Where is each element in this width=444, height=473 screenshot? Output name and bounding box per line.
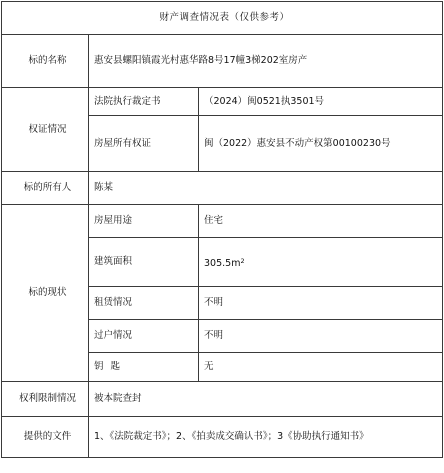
owner-label: 标的所有人 (2, 172, 89, 205)
documents-value: 1、《法院裁定书》；2、《拍卖成交确认书》；3《协助执行通知书》 (89, 417, 443, 458)
restrictions-value: 被本院查封 (89, 382, 443, 417)
keys-value: 无 (199, 353, 443, 382)
subject-name-label: 标的名称 (2, 35, 89, 88)
floor-area-value (199, 238, 443, 287)
lease-label: 租赁情况 (89, 287, 199, 320)
property-survey-sheet (1, 1, 443, 471)
ownership-label: 权证情况 (2, 88, 89, 172)
status-label: 标的现状 (2, 205, 89, 382)
usage-row (2, 205, 443, 238)
title-row (2, 2, 443, 35)
usage-value: 住宅 (199, 205, 443, 238)
court-ruling-label: 法院执行裁定书 (89, 88, 199, 116)
lease-value: 不明 (199, 287, 443, 320)
floor-area-label: 建筑面积 (89, 238, 199, 287)
document-title: 财产调查情况表（仅供参考） (2, 2, 443, 35)
documents-label: 提供的文件 (2, 417, 89, 458)
owner-row (2, 172, 443, 205)
owner-value: 陈某 (89, 172, 443, 205)
court-ruling-value: （2024）闽0521执3501号 (199, 88, 443, 116)
subject-name-value: 惠安县螺阳镇霞光村惠华路8号17幢3梯202室房产 (89, 35, 443, 88)
floor-area-number: 305.5 (204, 257, 232, 269)
usage-label: 房屋用途 (89, 205, 199, 238)
transfer-label: 过户情况 (89, 320, 199, 353)
transfer-value: 不明 (199, 320, 443, 353)
keys-label: 钥匙 (89, 353, 199, 382)
property-cert-label: 房屋所有权证 (89, 116, 199, 172)
court-ruling-row (2, 88, 443, 116)
documents-row (2, 417, 443, 458)
restrictions-label: 权利限制情况 (2, 382, 89, 417)
floor-area-unit: $m^2$ (231, 256, 245, 269)
restrictions-row (2, 382, 443, 417)
property-cert-value: 闽（2022）惠安县不动产权第00100230号 (199, 116, 443, 172)
property-survey-table (1, 1, 443, 458)
subject-name-row (2, 35, 443, 88)
